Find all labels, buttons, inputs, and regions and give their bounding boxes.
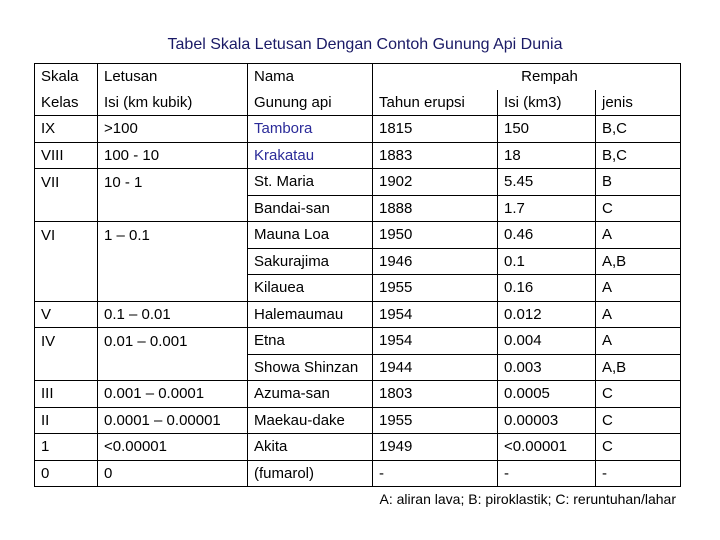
header-skala: Skala	[35, 64, 98, 90]
header-tahun-erupsi: Tahun erupsi	[373, 90, 498, 116]
cell-isi	[98, 354, 248, 381]
cell-nama: Bandai-san	[248, 195, 373, 222]
cell-nama: Showa Shinzan	[248, 354, 373, 381]
cell-kelas: VII	[35, 169, 98, 196]
eruption-scale-table	[34, 63, 681, 487]
cell-rempah: 0.46	[498, 222, 596, 249]
cell-kelas: VI	[35, 222, 98, 249]
table-row	[35, 460, 681, 487]
cell-jenis: C	[596, 434, 681, 461]
cell-tahun: 1944	[373, 354, 498, 381]
cell-jenis: A,B	[596, 248, 681, 275]
cell-nama: Halemaumau	[248, 301, 373, 328]
cell-jenis: C	[596, 407, 681, 434]
cell-kelas: 1	[35, 434, 98, 461]
cell-rempah: 0.1	[498, 248, 596, 275]
header-gunung-api: Gunung api	[248, 90, 373, 116]
cell-isi: 100 - 10	[98, 142, 248, 169]
cell-nama: St. Maria	[248, 169, 373, 196]
cell-kelas	[35, 354, 98, 381]
cell-jenis: B	[596, 169, 681, 196]
cell-tahun: 1902	[373, 169, 498, 196]
cell-jenis: C	[596, 195, 681, 222]
cell-isi: 1 – 0.1	[98, 222, 248, 249]
cell-isi	[98, 275, 248, 302]
cell-jenis: C	[596, 381, 681, 408]
cell-nama: Sakurajima	[248, 248, 373, 275]
table-row	[35, 301, 681, 328]
cell-tahun: 1946	[373, 248, 498, 275]
cell-jenis: -	[596, 460, 681, 487]
cell-isi: 10 - 1	[98, 169, 248, 196]
cell-jenis: B,C	[596, 142, 681, 169]
cell-rempah: 1.7	[498, 195, 596, 222]
cell-rempah: 0.0005	[498, 381, 596, 408]
cell-tahun: 1955	[373, 407, 498, 434]
cell-jenis: A	[596, 301, 681, 328]
cell-rempah: 0.012	[498, 301, 596, 328]
cell-kelas: V	[35, 301, 98, 328]
cell-kelas	[35, 275, 98, 302]
cell-kelas	[35, 195, 98, 222]
cell-nama: Tambora	[248, 116, 373, 143]
header-nama: Nama	[248, 64, 373, 90]
cell-isi: 0.001 – 0.0001	[98, 381, 248, 408]
cell-kelas: 0	[35, 460, 98, 487]
cell-kelas: II	[35, 407, 98, 434]
cell-nama: (fumarol)	[248, 460, 373, 487]
cell-rempah: 0.16	[498, 275, 596, 302]
table-row	[35, 142, 681, 169]
cell-kelas	[35, 248, 98, 275]
cell-nama: Etna	[248, 328, 373, 355]
cell-jenis: A	[596, 222, 681, 249]
header-isi-km3: Isi (km3)	[498, 90, 596, 116]
table-row	[35, 169, 681, 196]
cell-jenis: A	[596, 328, 681, 355]
table-row	[35, 222, 681, 249]
cell-isi: 0.1 – 0.01	[98, 301, 248, 328]
cell-jenis: A	[596, 275, 681, 302]
cell-kelas: IX	[35, 116, 98, 143]
cell-tahun: 1949	[373, 434, 498, 461]
table-row	[35, 248, 681, 275]
table-row	[35, 354, 681, 381]
table-row	[35, 381, 681, 408]
cell-rempah: <0.00001	[498, 434, 596, 461]
cell-nama: Akita	[248, 434, 373, 461]
cell-tahun: 1955	[373, 275, 498, 302]
cell-tahun: 1815	[373, 116, 498, 143]
legend-footnote: A: aliran lava; B: piroklastik; C: reruntuhan/lahar	[379, 491, 676, 507]
header-letusan: Letusan	[98, 64, 248, 90]
header-rempah: Rempah	[498, 64, 596, 90]
cell-nama: Azuma-san	[248, 381, 373, 408]
cell-rempah: -	[498, 460, 596, 487]
cell-tahun: 1950	[373, 222, 498, 249]
cell-nama: Krakatau	[248, 142, 373, 169]
table-row	[35, 434, 681, 461]
cell-kelas: III	[35, 381, 98, 408]
table-row	[35, 328, 681, 355]
header-blank-2	[596, 64, 681, 90]
header-jenis: jenis	[596, 90, 681, 116]
cell-isi: 0.01 – 0.001	[98, 328, 248, 355]
cell-tahun: 1954	[373, 328, 498, 355]
table-row	[35, 275, 681, 302]
header-blank	[373, 64, 498, 90]
cell-kelas: VIII	[35, 142, 98, 169]
cell-nama: Kilauea	[248, 275, 373, 302]
cell-rempah: 18	[498, 142, 596, 169]
cell-tahun: 1883	[373, 142, 498, 169]
cell-isi: >100	[98, 116, 248, 143]
table-row	[35, 195, 681, 222]
cell-tahun: 1954	[373, 301, 498, 328]
cell-nama: Mauna Loa	[248, 222, 373, 249]
cell-jenis: B,C	[596, 116, 681, 143]
cell-tahun: 1888	[373, 195, 498, 222]
table-row	[35, 407, 681, 434]
cell-rempah: 0.003	[498, 354, 596, 381]
cell-rempah: 150	[498, 116, 596, 143]
cell-rempah: 5.45	[498, 169, 596, 196]
cell-isi	[98, 248, 248, 275]
cell-jenis: A,B	[596, 354, 681, 381]
cell-rempah: 0.00003	[498, 407, 596, 434]
cell-tahun: -	[373, 460, 498, 487]
cell-kelas: IV	[35, 328, 98, 355]
cell-isi: <0.00001	[98, 434, 248, 461]
cell-isi	[98, 195, 248, 222]
table-title: Tabel Skala Letusan Dengan Contoh Gunung Api Dunia	[167, 36, 563, 53]
table-row	[35, 116, 681, 143]
header-isi: Isi (km kubik)	[98, 90, 248, 116]
cell-isi: 0.0001 – 0.00001	[98, 407, 248, 434]
cell-rempah: 0.004	[498, 328, 596, 355]
cell-isi: 0	[98, 460, 248, 487]
header-kelas: Kelas	[35, 90, 98, 116]
header-row-2	[35, 90, 681, 116]
header-row-1	[35, 64, 681, 90]
cell-nama: Maekau-dake	[248, 407, 373, 434]
cell-tahun: 1803	[373, 381, 498, 408]
